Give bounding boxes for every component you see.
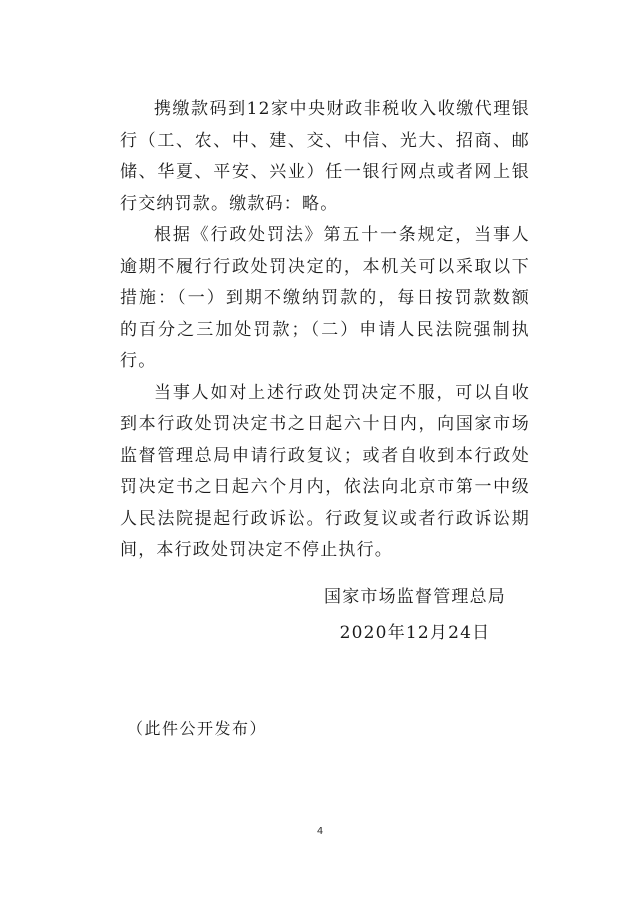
page-number: 4	[316, 826, 324, 837]
paragraph-enforcement: 根据《行政处罚法》第五十一条规定，当事人逾期不履行行政处罚决定的，本机关可以采取以下措施：（一）到期不缴纳罚款的，每日按罚款数额的百分之三加处罚款；（二）申请人民法院强制执行。	[120, 225, 530, 371]
paragraph-appeal: 当事人如对上述行政处罚决定不服，可以自收到本行政处罚决定书之日起六十日内，向国家市场监督管理总局申请行政复议；或者自收到本行政处罚决定书之日起六个月内，依法向北京市第一中级人民法院提起行政诉讼。行政复议或者行政诉讼期间，本行政处罚决定不停止执行。	[120, 382, 530, 560]
signature-date: 2020年12月24日	[339, 623, 491, 643]
document-body	[120, 94, 530, 567]
signature-organization: 国家市场监督管理总局	[324, 587, 506, 607]
publish-note: （此件公开发布）	[127, 719, 268, 738]
paragraph-payment: 携缴款码到12家中央财政非税收入收缴代理银行（工、农、中、建、交、中信、光大、招商、邮储、华夏、平安、兴业）任一银行网点或者网上银行交纳罚款。缴款码：略。	[120, 99, 530, 214]
